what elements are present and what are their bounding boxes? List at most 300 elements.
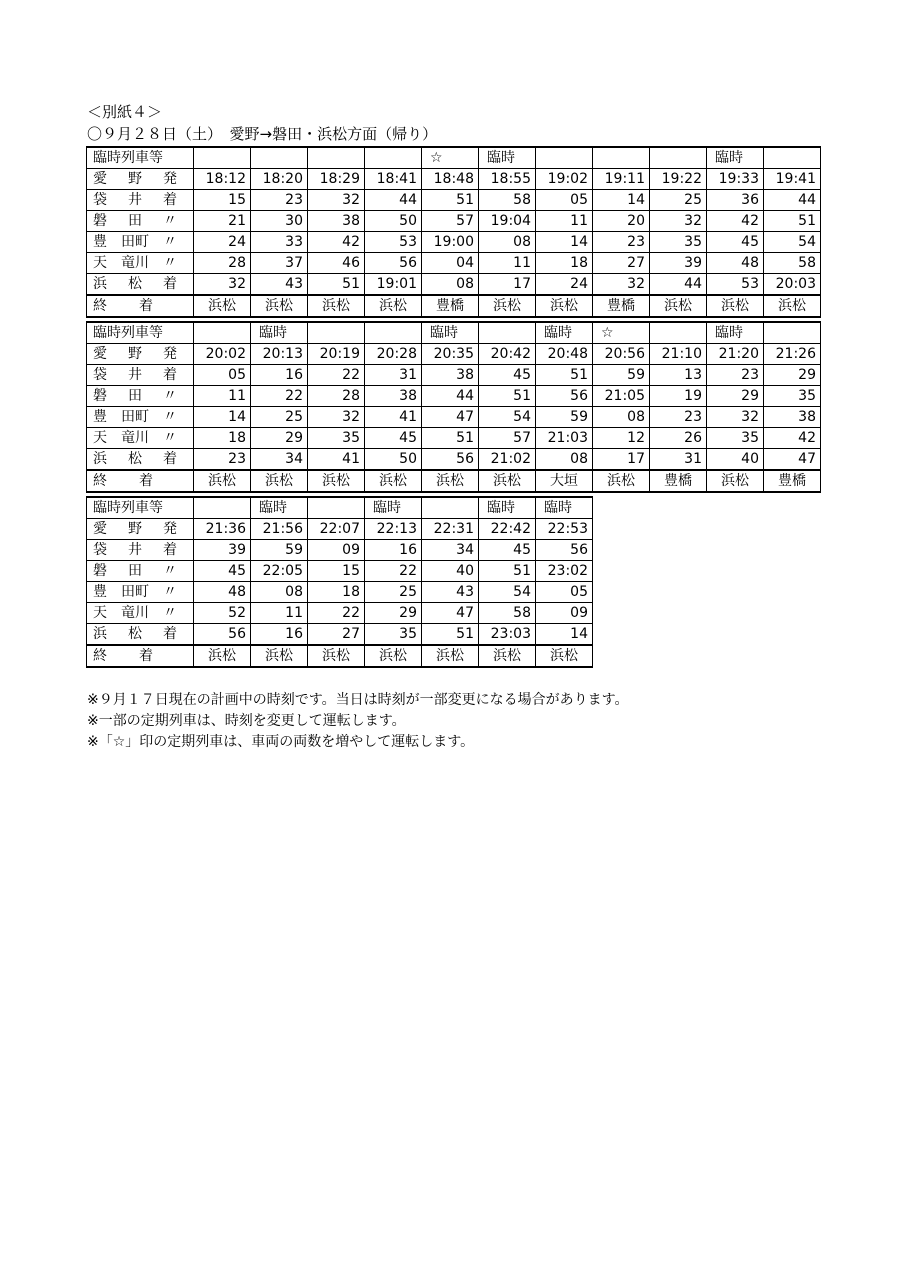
destination-cell: 浜松 [707, 470, 764, 492]
destination-cell: 豊橋 [422, 295, 479, 317]
station-label-parts [93, 386, 177, 406]
train-type-cell [764, 322, 821, 344]
time-cell: 45 [479, 540, 536, 561]
destination-cell: 浜松 [707, 295, 764, 317]
time-cell: 59 [251, 540, 308, 561]
time-cell: 11 [251, 603, 308, 624]
time-cell: 35 [650, 232, 707, 253]
time-cell: 20:42 [479, 344, 536, 365]
station-label [87, 540, 194, 561]
time-cell: 32 [707, 407, 764, 428]
terminal-label [87, 295, 194, 317]
destination-cell: 浜松 [308, 470, 365, 492]
terminal-label-parts [93, 646, 153, 666]
time-cell: 21:26 [764, 344, 821, 365]
station-row [87, 582, 593, 603]
train-type-row [87, 497, 593, 519]
terminal-label-part: 終 [93, 298, 107, 314]
attachment-label: ＜別紙４＞ [87, 103, 163, 121]
time-cell: 40 [707, 449, 764, 471]
time-cell: 23 [593, 232, 650, 253]
time-cell: 36 [707, 190, 764, 211]
time-cell: 23 [650, 407, 707, 428]
time-cell: 38 [308, 211, 365, 232]
time-cell: 20:19 [308, 344, 365, 365]
destination-cell: 浜松 [536, 645, 593, 667]
terminal-label-part: 着 [139, 298, 153, 314]
time-cell: 53 [707, 274, 764, 296]
station-label [87, 211, 194, 232]
terminal-row [87, 295, 821, 317]
time-cell: 54 [764, 232, 821, 253]
time-cell: 18:29 [308, 169, 365, 190]
destination-cell: 浜松 [365, 645, 422, 667]
station-label-part: 田町 [121, 584, 149, 600]
train-type-row [87, 147, 821, 169]
time-cell: 56 [194, 624, 251, 646]
time-cell: 21:20 [707, 344, 764, 365]
destination-cell: 浜松 [764, 295, 821, 317]
train-type-cell [479, 322, 536, 344]
time-cell: 21:56 [251, 519, 308, 540]
time-cell: 50 [365, 449, 422, 471]
time-cell: 52 [194, 603, 251, 624]
time-cell: 22:13 [365, 519, 422, 540]
station-row [87, 386, 821, 407]
terminal-label [87, 470, 194, 492]
time-cell: 11 [194, 386, 251, 407]
station-label-part: 〃 [163, 605, 177, 621]
train-type-cell [194, 497, 251, 519]
station-label-part: 井 [128, 367, 142, 383]
station-label-part: 〃 [163, 584, 177, 600]
time-cell: 19:33 [707, 169, 764, 190]
time-cell: 53 [365, 232, 422, 253]
time-cell: 41 [365, 407, 422, 428]
station-label-parts [93, 253, 177, 273]
time-cell: 51 [536, 365, 593, 386]
station-row [87, 519, 593, 540]
time-cell: 45 [365, 428, 422, 449]
station-label-part: 着 [163, 451, 177, 467]
time-cell: 47 [422, 407, 479, 428]
station-label-part: 田 [128, 213, 142, 229]
station-label-part: 田 [128, 388, 142, 404]
time-cell: 58 [479, 190, 536, 211]
time-cell: 16 [365, 540, 422, 561]
station-label-part: 袋 [93, 367, 107, 383]
station-label [87, 519, 194, 540]
time-cell: 08 [251, 582, 308, 603]
time-cell: 25 [251, 407, 308, 428]
terminal-label-parts [93, 471, 153, 491]
station-label-parts [93, 169, 177, 189]
station-label-part: 着 [163, 276, 177, 292]
time-cell: 32 [308, 190, 365, 211]
time-cell: 09 [536, 603, 593, 624]
time-cell: 22 [308, 365, 365, 386]
time-cell: 51 [764, 211, 821, 232]
station-label-part: 着 [163, 626, 177, 642]
train-type-label: 臨時列車等 [87, 147, 194, 169]
time-cell: 18:20 [251, 169, 308, 190]
time-cell: 20:28 [365, 344, 422, 365]
time-cell: 32 [593, 274, 650, 296]
station-label [87, 365, 194, 386]
train-type-cell: 臨時 [422, 322, 479, 344]
station-label-parts [93, 232, 177, 252]
station-label-parts [93, 582, 177, 602]
destination-cell: 浜松 [593, 470, 650, 492]
time-cell: 26 [650, 428, 707, 449]
train-type-cell [365, 322, 422, 344]
station-row [87, 344, 821, 365]
station-label-part: 〃 [163, 409, 177, 425]
time-cell: 38 [764, 407, 821, 428]
time-cell: 23:02 [536, 561, 593, 582]
terminal-row [87, 470, 821, 492]
station-label-part: 豊 [93, 584, 107, 600]
train-type-cell: 臨時 [479, 147, 536, 169]
terminal-row [87, 645, 593, 667]
station-label [87, 603, 194, 624]
destination-cell: 豊橋 [764, 470, 821, 492]
time-cell: 45 [194, 561, 251, 582]
train-type-cell [251, 147, 308, 169]
station-label [87, 190, 194, 211]
time-cell: 20:13 [251, 344, 308, 365]
time-cell: 23 [194, 449, 251, 471]
station-label-part: 松 [128, 626, 142, 642]
time-cell: 48 [194, 582, 251, 603]
time-cell: 32 [308, 407, 365, 428]
time-cell: 58 [764, 253, 821, 274]
train-type-cell: 臨時 [707, 322, 764, 344]
train-type-cell: 臨時 [251, 497, 308, 519]
time-cell: 29 [251, 428, 308, 449]
destination-cell: 浜松 [650, 295, 707, 317]
station-label-part: 井 [128, 192, 142, 208]
station-row [87, 211, 821, 232]
time-cell: 20:48 [536, 344, 593, 365]
time-cell: 21:03 [536, 428, 593, 449]
time-cell: 19:02 [536, 169, 593, 190]
time-cell: 18 [194, 428, 251, 449]
time-cell: 14 [536, 624, 593, 646]
time-cell: 51 [308, 274, 365, 296]
time-cell: 19:00 [422, 232, 479, 253]
station-label-parts [93, 344, 177, 364]
time-cell: 20 [593, 211, 650, 232]
destination-cell: 浜松 [308, 645, 365, 667]
time-cell: 16 [251, 365, 308, 386]
time-cell: 18 [308, 582, 365, 603]
station-label-part: 松 [128, 451, 142, 467]
station-row [87, 190, 821, 211]
time-cell: 20:02 [194, 344, 251, 365]
time-cell: 24 [536, 274, 593, 296]
time-cell: 27 [308, 624, 365, 646]
time-cell: 46 [308, 253, 365, 274]
destination-cell: 浜松 [194, 645, 251, 667]
destination-cell: 浜松 [479, 295, 536, 317]
time-cell: 47 [422, 603, 479, 624]
train-type-cell: 臨時 [251, 322, 308, 344]
destination-cell: 浜松 [365, 470, 422, 492]
station-row [87, 365, 821, 386]
time-cell: 30 [251, 211, 308, 232]
time-cell: 12 [593, 428, 650, 449]
destination-cell: 浜松 [365, 295, 422, 317]
station-label [87, 274, 194, 296]
train-type-cell: ☆ [593, 322, 650, 344]
time-cell: 08 [536, 449, 593, 471]
station-label-parts [93, 274, 177, 294]
time-cell: 22:05 [251, 561, 308, 582]
station-label-part: 磐 [93, 563, 107, 579]
time-cell: 59 [536, 407, 593, 428]
time-cell: 42 [764, 428, 821, 449]
time-cell: 34 [422, 540, 479, 561]
time-cell: 20:35 [422, 344, 479, 365]
time-cell: 39 [194, 540, 251, 561]
train-type-cell [422, 497, 479, 519]
terminal-label-part: 着 [139, 648, 153, 664]
time-cell: 23:03 [479, 624, 536, 646]
station-label [87, 582, 194, 603]
destination-cell: 浜松 [308, 295, 365, 317]
station-label-part: 〃 [163, 388, 177, 404]
station-label-part: 袋 [93, 542, 107, 558]
time-cell: 23 [707, 365, 764, 386]
station-row [87, 169, 821, 190]
station-row [87, 449, 821, 471]
station-label-part: 発 [163, 521, 177, 537]
train-type-cell: 臨時 [479, 497, 536, 519]
train-type-cell [308, 322, 365, 344]
station-label [87, 232, 194, 253]
station-label-part: 竜川 [121, 605, 149, 621]
time-cell: 13 [650, 365, 707, 386]
time-cell: 25 [365, 582, 422, 603]
train-type-cell [194, 322, 251, 344]
station-label-part: 豊 [93, 409, 107, 425]
station-label-part: 井 [128, 542, 142, 558]
train-type-cell [536, 147, 593, 169]
timetable-subtitle: 〇９月２８日（土） 愛野→磐田・浜松方面（帰り） [87, 125, 438, 143]
time-cell: 19:04 [479, 211, 536, 232]
station-label-parts [93, 540, 177, 560]
station-label-part: 松 [128, 276, 142, 292]
destination-cell: 浜松 [479, 645, 536, 667]
station-label-part: 〃 [163, 430, 177, 446]
station-label-part: 発 [163, 346, 177, 362]
destination-cell: 浜松 [251, 470, 308, 492]
station-row [87, 407, 821, 428]
station-label-parts [93, 365, 177, 385]
time-cell: 22:31 [422, 519, 479, 540]
destination-cell: 浜松 [194, 470, 251, 492]
train-type-cell [308, 147, 365, 169]
terminal-label-part: 着 [139, 473, 153, 489]
station-label-part: 竜川 [121, 255, 149, 271]
time-cell: 43 [422, 582, 479, 603]
timetable-block-2 [86, 321, 821, 493]
station-label [87, 253, 194, 274]
station-row [87, 428, 821, 449]
time-cell: 19:01 [365, 274, 422, 296]
train-type-cell [650, 147, 707, 169]
time-cell: 43 [251, 274, 308, 296]
station-label-part: 田 [128, 563, 142, 579]
station-label [87, 344, 194, 365]
train-type-cell [764, 147, 821, 169]
terminal-label-part: 終 [93, 473, 107, 489]
time-cell: 54 [479, 407, 536, 428]
time-cell: 58 [479, 603, 536, 624]
station-label-parts [93, 407, 177, 427]
time-cell: 29 [365, 603, 422, 624]
time-cell: 51 [422, 190, 479, 211]
time-cell: 22:53 [536, 519, 593, 540]
terminal-label-parts [93, 296, 153, 316]
time-cell: 38 [422, 365, 479, 386]
note-line: ※「☆」印の定期列車は、車両の両数を増やして運転します。 [87, 734, 475, 750]
time-cell: 18:41 [365, 169, 422, 190]
destination-cell: 豊橋 [650, 470, 707, 492]
time-cell: 19:41 [764, 169, 821, 190]
station-label-parts [93, 428, 177, 448]
time-cell: 21:10 [650, 344, 707, 365]
time-cell: 19 [650, 386, 707, 407]
train-type-cell [308, 497, 365, 519]
station-label-part: 着 [163, 542, 177, 558]
time-cell: 38 [365, 386, 422, 407]
time-cell: 08 [593, 407, 650, 428]
time-cell: 22:07 [308, 519, 365, 540]
time-cell: 14 [536, 232, 593, 253]
time-cell: 24 [194, 232, 251, 253]
note-line: ※一部の定期列車は、時刻を変更して運転します。 [87, 713, 406, 729]
train-type-label: 臨時列車等 [87, 497, 194, 519]
time-cell: 42 [308, 232, 365, 253]
terminal-label-part: 終 [93, 648, 107, 664]
time-cell: 17 [479, 274, 536, 296]
station-label-part: 着 [163, 367, 177, 383]
train-type-cell: ☆ [422, 147, 479, 169]
time-cell: 56 [365, 253, 422, 274]
time-cell: 47 [764, 449, 821, 471]
train-type-cell [365, 147, 422, 169]
station-label-part: 浜 [93, 276, 107, 292]
time-cell: 21 [194, 211, 251, 232]
destination-cell: 豊橋 [593, 295, 650, 317]
time-cell: 28 [308, 386, 365, 407]
station-label-part: 浜 [93, 626, 107, 642]
station-label-part: 磐 [93, 388, 107, 404]
time-cell: 44 [422, 386, 479, 407]
time-cell: 19:22 [650, 169, 707, 190]
station-label [87, 407, 194, 428]
time-cell: 41 [308, 449, 365, 471]
time-cell: 14 [593, 190, 650, 211]
time-cell: 35 [764, 386, 821, 407]
station-label-part: 浜 [93, 451, 107, 467]
station-label-part: 着 [163, 192, 177, 208]
time-cell: 22:42 [479, 519, 536, 540]
notes [87, 690, 629, 753]
time-cell: 08 [422, 274, 479, 296]
time-cell: 56 [536, 540, 593, 561]
time-cell: 18 [536, 253, 593, 274]
station-label-parts [93, 519, 177, 539]
time-cell: 34 [251, 449, 308, 471]
time-cell: 37 [251, 253, 308, 274]
destination-cell: 浜松 [251, 645, 308, 667]
train-type-cell [593, 147, 650, 169]
timetable-block-3 [86, 496, 593, 668]
time-cell: 32 [194, 274, 251, 296]
time-cell: 44 [764, 190, 821, 211]
time-cell: 04 [422, 253, 479, 274]
station-label [87, 449, 194, 471]
station-label-part: 天 [93, 605, 107, 621]
note-line: ※９月１７日現在の計画中の時刻です。当日は時刻が一部変更になる場合があります。 [87, 692, 629, 708]
time-cell: 15 [194, 190, 251, 211]
train-type-cell: 臨時 [365, 497, 422, 519]
destination-cell: 浜松 [251, 295, 308, 317]
time-cell: 14 [194, 407, 251, 428]
station-row [87, 253, 821, 274]
time-cell: 51 [422, 624, 479, 646]
time-cell: 50 [365, 211, 422, 232]
train-type-cell [194, 147, 251, 169]
time-cell: 51 [479, 386, 536, 407]
destination-cell: 浜松 [194, 295, 251, 317]
time-cell: 44 [650, 274, 707, 296]
time-cell: 23 [251, 190, 308, 211]
station-label [87, 624, 194, 646]
station-label-part: 〃 [163, 563, 177, 579]
time-cell: 20:03 [764, 274, 821, 296]
terminal-label [87, 645, 194, 667]
time-cell: 35 [707, 428, 764, 449]
time-cell: 05 [194, 365, 251, 386]
train-type-cell: 臨時 [707, 147, 764, 169]
time-cell: 56 [422, 449, 479, 471]
station-label-part: 田町 [121, 234, 149, 250]
station-row [87, 603, 593, 624]
station-label-part: 愛 [93, 346, 107, 362]
time-cell: 35 [365, 624, 422, 646]
time-cell: 42 [707, 211, 764, 232]
time-cell: 45 [707, 232, 764, 253]
station-label-part: 天 [93, 255, 107, 271]
time-cell: 56 [536, 386, 593, 407]
time-cell: 18:12 [194, 169, 251, 190]
station-row [87, 232, 821, 253]
time-cell: 20:56 [593, 344, 650, 365]
time-cell: 45 [479, 365, 536, 386]
station-label-part: 磐 [93, 213, 107, 229]
time-cell: 18:48 [422, 169, 479, 190]
station-row [87, 624, 593, 646]
time-cell: 16 [251, 624, 308, 646]
destination-cell: 大垣 [536, 470, 593, 492]
time-cell: 54 [479, 582, 536, 603]
station-label [87, 386, 194, 407]
time-cell: 32 [650, 211, 707, 232]
